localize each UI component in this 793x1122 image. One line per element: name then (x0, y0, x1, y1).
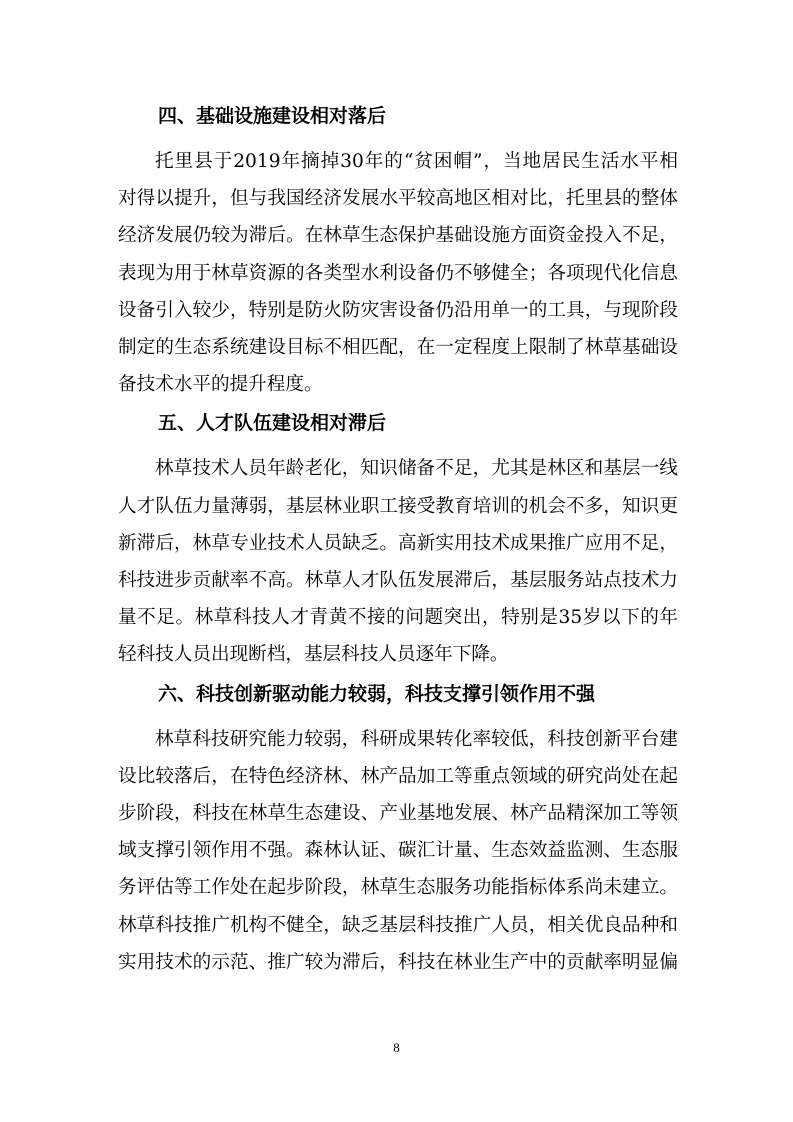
paragraph-line: 托里县于2019年摘掉30年的“贫困帽”，当地居民生活水平相 (155, 151, 678, 172)
paragraph-line: 人才队伍力量薄弱，基层林业职工接受教育培训的机会不多，知识更 (118, 495, 678, 517)
paragraph-line: 对得以提升，但与我国经济发展水平较高地区相对比，托里县的整体 (118, 188, 678, 210)
paragraph-line: 林草科技研究能力较弱，科研成果转化率较低，科技创新平台建 (155, 728, 678, 750)
section-paragraph-6 (118, 721, 678, 981)
paragraph-line: 实用技术的示范、推广较为滞后，科技在林业生产中的贡献率明显偏 (118, 951, 678, 973)
paragraph-line: 备技术水平的提升程度。 (118, 374, 323, 396)
section-paragraph-4 (118, 143, 678, 403)
paragraph-line: 轻科技人员出现断档，基层科技人员逐年下降。 (118, 644, 509, 666)
paragraph-line: 科技进步贡献率不高。林草人才队伍发展滞后，基层服务站点技术力 (118, 570, 678, 592)
section-paragraph-5 (118, 450, 678, 673)
paragraph-line: 新滞后，林草专业技术人员缺乏。高新实用技术成果推广应用不足， (118, 532, 678, 554)
paragraph-line: 制定的生态系统建设目标不相匹配，在一定程度上限制了林草基础设 (118, 337, 678, 359)
paragraph-line: 表现为用于林草资源的各类型水利设备仍不够健全；各项现代化信息 (118, 262, 678, 284)
section-heading-4: 四、基础设施建设相对落后 (158, 105, 387, 127)
section-heading-5: 五、人才队伍建设相对滞后 (158, 412, 387, 435)
paragraph-line: 设比较落后，在特色经济林、林产品加工等重点领域的研究尚处在起 (118, 765, 678, 787)
paragraph-line: 设备引入较少，特别是防火防灾害设备仍沿用单一的工具，与现阶段 (118, 299, 678, 321)
page-content (118, 100, 678, 981)
paragraph-line: 经济发展仍较为滞后。在林草生态保护基础设施方面资金投入不足， (118, 225, 678, 247)
paragraph-line: 域支撑引领作用不强。森林认证、碳汇计量、生态效益监测、生态服 (118, 840, 678, 862)
paragraph-line: 林草技术人员年龄老化，知识储备不足，尤其是林区和基层一线 (155, 458, 678, 480)
paragraph-line: 务评估等工作处在起步阶段，林草生态服务功能指标体系尚未建立。 (118, 877, 678, 899)
paragraph-line: 林草科技推广机构不健全，缺乏基层科技推广人员，相关优良品种和 (118, 914, 678, 936)
page-number: 8 (393, 1040, 400, 1055)
paragraph-line: 量不足。林草科技人才青黄不接的问题突出，特别是35岁以下的年 (118, 607, 678, 629)
paragraph-line: 步阶段，科技在林草生态建设、产业基地发展、林产品精深加工等领 (118, 803, 678, 825)
section-heading-6: 六、科技创新驱动能力较弱，科技支撑引领作用不强 (158, 682, 596, 705)
